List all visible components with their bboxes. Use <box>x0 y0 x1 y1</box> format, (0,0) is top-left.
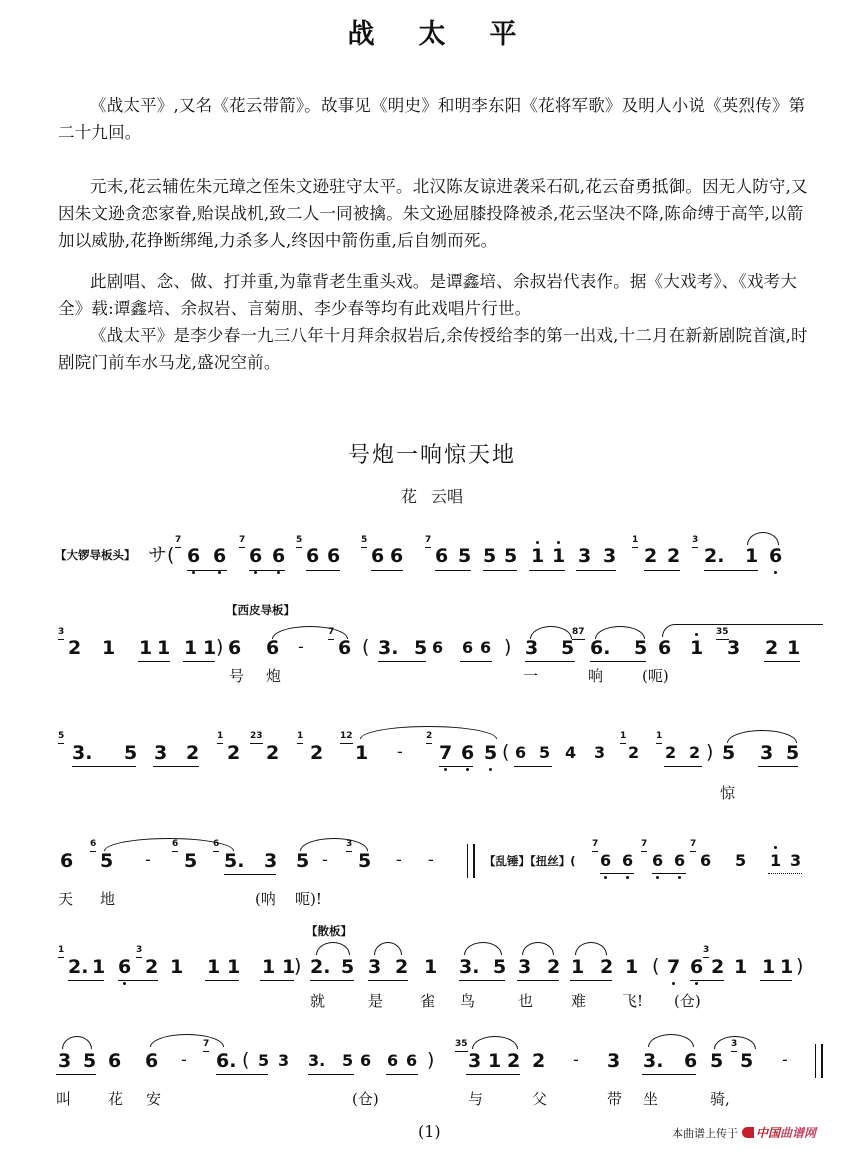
note: 2 <box>395 956 409 978</box>
note: 6 <box>213 545 226 567</box>
paren: ) <box>706 741 714 763</box>
note: 1 <box>262 956 276 978</box>
grace-note: 7 <box>175 535 182 545</box>
note: 6 <box>338 637 352 659</box>
note: 6 <box>228 637 242 659</box>
note: 2 <box>689 743 701 762</box>
paren: ) <box>216 636 224 658</box>
note: 1 <box>282 956 296 978</box>
note: 5 <box>493 956 507 978</box>
note: 5 <box>341 956 355 978</box>
note: 6 <box>390 545 404 567</box>
note: 2 <box>186 742 200 764</box>
note: 2 <box>665 743 677 762</box>
lyric: (仓) <box>352 1090 379 1108</box>
lyric: 鸟 <box>460 992 476 1010</box>
lyric: 安 <box>146 1090 162 1108</box>
note: 6 <box>769 545 782 567</box>
paren: ) <box>504 636 512 658</box>
note: 3 <box>58 1050 72 1072</box>
grace-note: 7 <box>592 839 599 849</box>
lyric: 花 <box>108 1090 124 1108</box>
tag-luanchui: 【乱锤】【扭丝】( <box>484 854 576 868</box>
note: 6 <box>690 956 703 978</box>
tag-xipi: 【西皮导板】 <box>226 603 295 617</box>
note: 2 <box>711 956 725 978</box>
note: 2 <box>765 637 779 659</box>
lyric: 也 <box>518 992 534 1010</box>
note: 1 <box>571 956 585 978</box>
dash: - <box>573 1050 579 1069</box>
dash: - <box>145 850 151 869</box>
note: 5 <box>342 1051 354 1070</box>
note: 1 <box>762 956 776 978</box>
lyric: 响 <box>588 667 604 685</box>
score-system-2 <box>0 600 864 685</box>
note: 2 <box>532 1050 546 1072</box>
note: 2 <box>628 743 640 762</box>
note: 1 <box>745 545 759 567</box>
note: 6 <box>684 1050 698 1072</box>
grace-note: 1 <box>58 945 65 955</box>
note: 3 <box>727 637 741 659</box>
grace-note: 3 <box>731 1039 738 1049</box>
grace-note: 35 <box>716 627 729 637</box>
note: 5 <box>735 851 747 870</box>
note: 6 <box>145 1050 159 1072</box>
intro-paragraph-1: 《战太平》,又名《花云带箭》。故事见《明史》和明李东阳《花将军歌》及明人小说《英烈传》第二十九回。 <box>58 96 806 142</box>
note: 5 <box>786 742 800 764</box>
note: 3. <box>308 1051 326 1070</box>
paren: ) <box>427 1049 435 1071</box>
note: 7 <box>439 742 452 764</box>
grace-note: 7 <box>203 1039 210 1049</box>
note: 2 <box>227 742 241 764</box>
note: 1 <box>690 637 703 659</box>
note: 5 <box>358 850 372 872</box>
note: 2 <box>600 956 614 978</box>
dash: - <box>428 850 434 869</box>
note: 2 <box>68 637 82 659</box>
intro-paragraph-2: 元末,花云辅佐朱元璋之侄朱文逊驻守太平。北汉陈友谅进袭采石矶,花云奋勇抵御。因无人防守,又因朱文逊贪恋家眷,贻误战机,致二人一同被擒。朱文逊屈膝投降被杀,花云坚决不降,陈命缚于高竿,以箭加以威胁,花挣断绑绳,力杀多人,终因中箭伤重,后自刎而死。 <box>58 177 808 250</box>
note: 6 <box>461 742 474 764</box>
site-logo-icon <box>742 1127 754 1138</box>
tag-daluo: 【大锣导板头】 <box>55 548 136 562</box>
lyric: (呐 <box>255 890 276 908</box>
note: 2 <box>145 956 159 978</box>
note: 1 <box>424 956 438 978</box>
grace-note: 5 <box>58 731 65 741</box>
note: 2. <box>68 956 89 978</box>
grace-note: 3 <box>136 945 143 955</box>
note: 6 <box>266 637 280 659</box>
note: 3 <box>790 851 802 870</box>
note: 6 <box>327 545 341 567</box>
grace-note: 7 <box>425 535 432 545</box>
lyric: 一 <box>523 667 539 685</box>
footer-watermark: 本曲谱上传于 中国曲谱网 <box>672 1126 817 1140</box>
note: 3. <box>459 956 480 978</box>
note: 6 <box>306 545 320 567</box>
note: 5 <box>258 1051 270 1070</box>
grace-note: 3 <box>346 839 353 849</box>
note: 5 <box>634 637 648 659</box>
score-system-3 <box>0 726 864 802</box>
dash: - <box>396 850 402 869</box>
note: 1 <box>184 637 198 659</box>
note: 6 <box>360 1051 372 1070</box>
note: 6 <box>622 850 633 872</box>
note: 5 <box>561 637 575 659</box>
lyric: 叫 <box>56 1090 72 1108</box>
note: 6 <box>387 1051 399 1070</box>
grace-note: 1 <box>297 731 304 741</box>
score-system-6 <box>0 1020 864 1108</box>
lyric: 地 <box>100 890 116 908</box>
note: 3 <box>607 1050 621 1072</box>
note: 1 <box>92 956 106 978</box>
note: 2 <box>667 545 681 567</box>
lyric: 带 <box>607 1090 623 1108</box>
note: 2. <box>704 545 725 567</box>
note: 6 <box>658 637 672 659</box>
note: 2 <box>547 956 561 978</box>
lyric: 飞! <box>622 992 644 1010</box>
lyric: 呃)! <box>295 890 322 908</box>
note: 5 <box>484 742 497 764</box>
note: 5 <box>100 850 114 872</box>
note: 1 <box>787 637 801 659</box>
song-title: 号炮一响惊天地 <box>347 443 516 468</box>
grace-note: 7 <box>328 627 335 637</box>
note: 1 <box>355 742 369 764</box>
grace-note: 1 <box>217 731 224 741</box>
note: 3 <box>518 956 532 978</box>
note: 1 <box>625 956 639 978</box>
note: 1 <box>207 956 221 978</box>
lyric: 号 <box>229 667 245 685</box>
grace-note: 3 <box>703 945 710 955</box>
note: 3 <box>468 1050 482 1072</box>
note: 1 <box>770 850 781 872</box>
note: 1 <box>531 545 544 567</box>
note: 6. <box>216 1050 237 1072</box>
grace-note: 6 <box>90 839 97 849</box>
note: 3 <box>760 742 774 764</box>
paren: ( <box>652 955 660 977</box>
note: 1 <box>157 637 171 659</box>
paren: ) <box>294 955 302 977</box>
note: 5 <box>414 637 428 659</box>
grace-note: 2 <box>426 731 433 741</box>
grace-note: 7 <box>239 535 246 545</box>
note: 3. <box>378 637 399 659</box>
dash: - <box>397 742 403 761</box>
note: 4 <box>565 743 577 762</box>
lyric: 天 <box>58 890 74 908</box>
note: 5 <box>483 545 497 567</box>
note: 6. <box>590 637 611 659</box>
grace-note: 12 <box>340 731 353 741</box>
note: 5 <box>740 1050 754 1072</box>
note: 5 <box>539 743 551 762</box>
grace-note: 5 <box>296 535 303 545</box>
note: 2 <box>310 742 324 764</box>
intro-paragraph-3: 此剧唱、念、做、打并重,为靠背老生重头戏。是谭鑫培、余叔岩代表作。据《大戏考》、《戏考大全》载:谭鑫培、余叔岩、言菊朋、李少春等均有此戏唱片行世。 <box>58 272 798 318</box>
dash: - <box>322 850 328 869</box>
note: 2. <box>310 956 331 978</box>
note: 3 <box>578 545 592 567</box>
note: 6 <box>435 545 449 567</box>
note: 2 <box>266 742 280 764</box>
paren: ) <box>796 955 804 977</box>
note: 3 <box>525 637 539 659</box>
note: 6 <box>118 956 131 978</box>
note: 6 <box>108 1050 122 1072</box>
page-number: (1) <box>418 1122 441 1141</box>
note: 6 <box>406 1051 418 1070</box>
note: 3. <box>643 1050 664 1072</box>
note: 6 <box>371 545 385 567</box>
grace-note: 6 <box>213 839 220 849</box>
note: 5 <box>722 742 736 764</box>
san-sign: サ( <box>148 544 175 566</box>
note: 5 <box>184 850 198 872</box>
note: 5 <box>124 742 138 764</box>
note: 1 <box>227 956 241 978</box>
tag-sanban: 【散板】 <box>306 924 352 938</box>
grace-note: 3 <box>58 627 65 637</box>
note: 1 <box>488 1050 502 1072</box>
lyric: 就 <box>310 992 326 1010</box>
grace-note: 35 <box>455 1039 468 1049</box>
note: 6 <box>60 850 74 872</box>
note: 6 <box>700 851 712 870</box>
grace-note: 1 <box>620 731 627 741</box>
note: 6 <box>462 638 474 657</box>
paren: ( <box>362 636 370 658</box>
note: 3 <box>368 956 382 978</box>
note: 6 <box>272 545 285 567</box>
note: 1 <box>139 637 153 659</box>
lyric: (呃) <box>642 667 669 685</box>
note: 2 <box>644 545 658 567</box>
double-barline <box>815 1044 823 1078</box>
singer-credit: 花云唱 <box>400 487 464 506</box>
note: 7 <box>667 956 680 978</box>
note: 3 <box>264 850 278 872</box>
note: 1 <box>734 956 748 978</box>
note: 5 <box>504 545 518 567</box>
grace-note: 7 <box>690 839 697 849</box>
grace-note: 23 <box>250 731 263 741</box>
paren: ( <box>502 741 510 763</box>
note: 3 <box>154 742 168 764</box>
note: 6 <box>432 638 444 657</box>
note: 5 <box>83 1050 97 1072</box>
lyric: 与 <box>468 1090 484 1108</box>
note: 5 <box>296 850 310 872</box>
note: 3 <box>603 545 617 567</box>
note: 6 <box>249 545 262 567</box>
note: 1 <box>780 956 794 978</box>
lyric: 雀 <box>420 992 436 1010</box>
lyric: (仓) <box>674 992 701 1010</box>
score-system-1 <box>0 530 864 600</box>
dash: - <box>298 637 304 656</box>
note: 6 <box>600 850 611 872</box>
grace-note: 3 <box>692 535 699 545</box>
dash: - <box>181 1050 187 1069</box>
note: 1 <box>552 545 565 567</box>
grace-note: 6 <box>172 839 179 849</box>
note: 3 <box>594 743 606 762</box>
grace-note: 7 <box>641 839 648 849</box>
note: 5 <box>710 1050 724 1072</box>
lyric: 惊 <box>720 784 736 802</box>
score-system-4 <box>0 830 864 908</box>
note: 5 <box>458 545 472 567</box>
note: 1 <box>102 637 116 659</box>
note: 6 <box>674 850 685 872</box>
grace-note: 1 <box>632 535 639 545</box>
note: 3. <box>72 742 93 764</box>
grace-note: 1 <box>656 731 663 741</box>
note: 5. <box>224 850 245 872</box>
dash: - <box>782 1050 788 1069</box>
note: 3 <box>278 1051 290 1070</box>
paren: ( <box>242 1049 250 1071</box>
note: 6 <box>652 850 663 872</box>
grace-note: 5 <box>361 535 368 545</box>
score-system-5 <box>0 922 864 1010</box>
note: 2 <box>507 1050 521 1072</box>
note: 6 <box>515 743 527 762</box>
note: 6 <box>187 545 200 567</box>
intro-paragraph-4: 《战太平》是李少春一九三八年十月拜余叔岩后,余传授给李的第一出戏,十二月在新新剧院首演,时剧院门前车水马龙,盛况空前。 <box>58 326 808 372</box>
page-title: 战太平 <box>347 19 561 50</box>
grace-note: 87 <box>572 627 585 637</box>
double-barline <box>467 844 475 878</box>
note: 1 <box>170 956 184 978</box>
lyric: 坐 <box>643 1090 659 1108</box>
lyric: 父 <box>532 1090 548 1108</box>
lyric: 炮 <box>266 667 282 685</box>
note: 6 <box>480 638 492 657</box>
lyric: 是 <box>368 992 384 1010</box>
note: 1 <box>203 637 217 659</box>
lyric: 骑, <box>710 1090 730 1108</box>
lyric: 难 <box>571 992 587 1010</box>
